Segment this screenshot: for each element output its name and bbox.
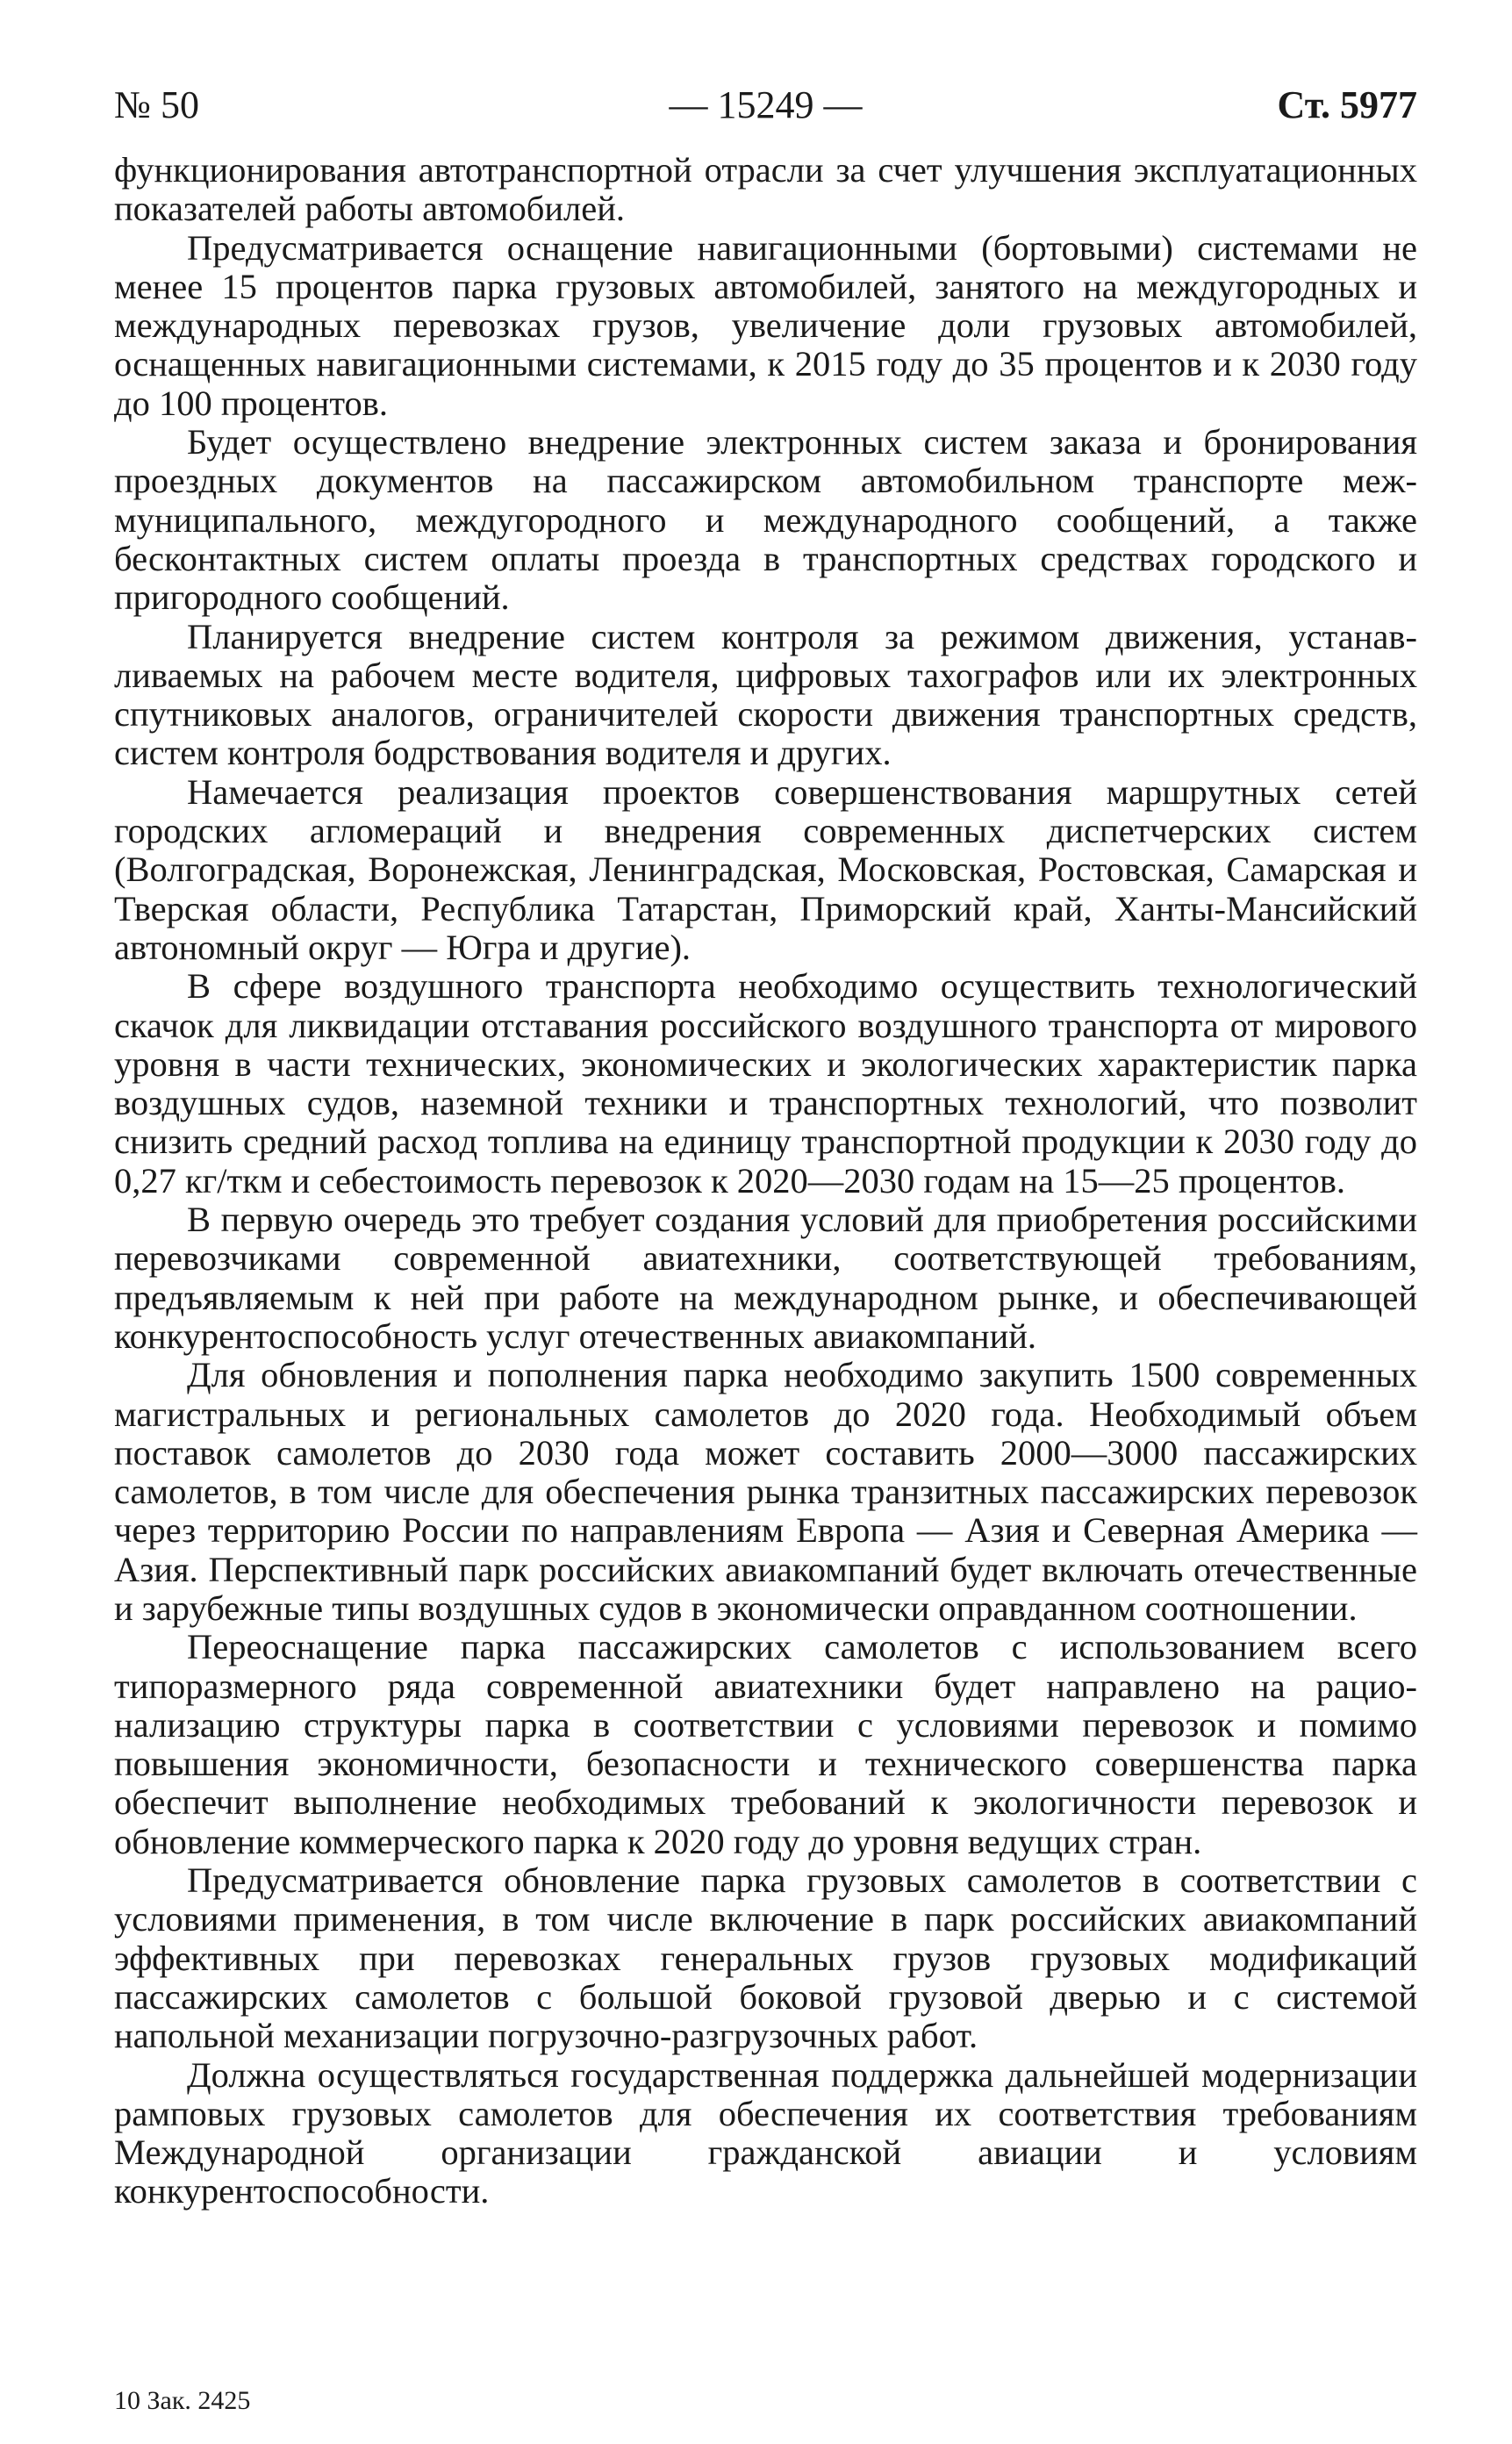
paragraph: Предусматривается оснащение навигационными (бортовыми) системами не менее 15 процентов парка грузовых автомобилей, занятого на междугородных и международных перевозках грузов, увеличение доли грузовых автомобилей, оснащенных навигационными системами, к 2015 году до 35 процентов и к 2030 году до 100 процентов. — [114, 227, 1417, 423]
paragraph: В первую очередь это требует создания условий для приобретения российскими перевозчиками современной авиатехники, соответствующей требованиям, предъявляемым к ней при работе на международном рынке, и обеспечивающей конкурентоспособность услуг отечественных авиакомпаний. — [114, 1200, 1417, 1356]
paragraph: Будет осуществлено внедрение электронных систем заказа и бронирования проездных документов на пассажирском автомобильном транспорте межмуниципального, междугородного и международного сообщений, а также бесконтактных систем оплаты проезда в транспортных средствах городского и пригородного сообщений. — [114, 422, 1417, 618]
print-mark: 10 Зак. 2425 — [114, 2386, 251, 2415]
issue-number: № 50 — [114, 83, 199, 126]
paragraph: Предусматривается обновление парка грузовых самолетов в соответствии с условиями применения, в том числе включение в парк российских авиакомпаний эффективных при перевозках генеральных грузов грузовых модификаций пассажирских самолетов с большой боковой грузовой дверью и с системой напольной механизации погрузочно-разгрузочных работ. — [114, 1860, 1417, 2056]
paragraph: Должна осуществляться государственная поддержка дальнейшей модернизации рамповых грузовых самолетов для обеспечения их соответствия требованиям Международной организации гражданской авиации и условиям конкурентоспособности. — [114, 2054, 1417, 2211]
page-number: — 15249 — — [669, 83, 863, 126]
paragraph: Переоснащение парка пассажирских самолетов с использованием всего типоразмерного ряда современной авиатехники будет направлено на рационализацию структуры парка в соответствии с условиями перевозок и помимо повышения экономичности, безопасности и технического совершенства парка обеспечит выполнение необходимых требований к экологичности перевозок и обновление коммерческого парка к 2020 году до уровня ведущих стран. — [114, 1627, 1417, 1861]
page-header — [114, 79, 1417, 132]
paragraph: Планируется внедрение систем контроля за режимом движения, устанавливаемых на рабочем месте водителя, цифровых тахографов или их электронных спутниковых аналогов, ограничителей скорости движения транспортных средств, систем контроля бодрствования водителя и других. — [114, 616, 1417, 773]
paragraph: Для обновления и пополнения парка необходимо закупить 1500 современных магистральных и региональных самолетов до 2020 года. Необходимый объем поставок самолетов до 2030 года может составить 2000—3000 пассажирских самолетов, в том числе для обеспечения рынка транзитных пассажирских перевозок через территорию России по направлениям Европа — Азия и Северная Америка — Азия. Перспективный парк российских авиакомпаний будет включать отечественные и зарубежные типы воздушных судов в экономически оправданном соотношении. — [114, 1355, 1417, 1628]
paragraph: Намечается реализация проектов совершенствования маршрутных сетей городских агломераций и внедрения современных диспетчерских систем (Волгоградская, Воронежская, Ленинградская, Московская, Ростовская, Самарская и Тверская области, Республика Татарстан, Приморский край, Ханты-Мансийский автономный округ — Югра и другие). — [114, 771, 1417, 967]
paragraph: В сфере воздушного транспорта необходимо осуществить технологический скачок для ликвидации отставания российского воздушного транспорта от мирового уровня в части технических, экономических и экологических характеристик парка воздушных судов, наземной техники и транспортных технологий, что позволит снизить средний расход топлива на единицу транспортной продукции к 2030 году до 0,27 кг/ткм и себестоимость перевозок к 2020—2030 годам на 15—25 процентов. — [114, 966, 1417, 1200]
paragraph: функционирования автотранспортной отрасли за счет улучшения эксплуатационных показателей работы автомобилей. — [114, 150, 1417, 229]
article-number: Ст. 5977 — [1277, 83, 1417, 126]
body-text — [114, 151, 1417, 2211]
